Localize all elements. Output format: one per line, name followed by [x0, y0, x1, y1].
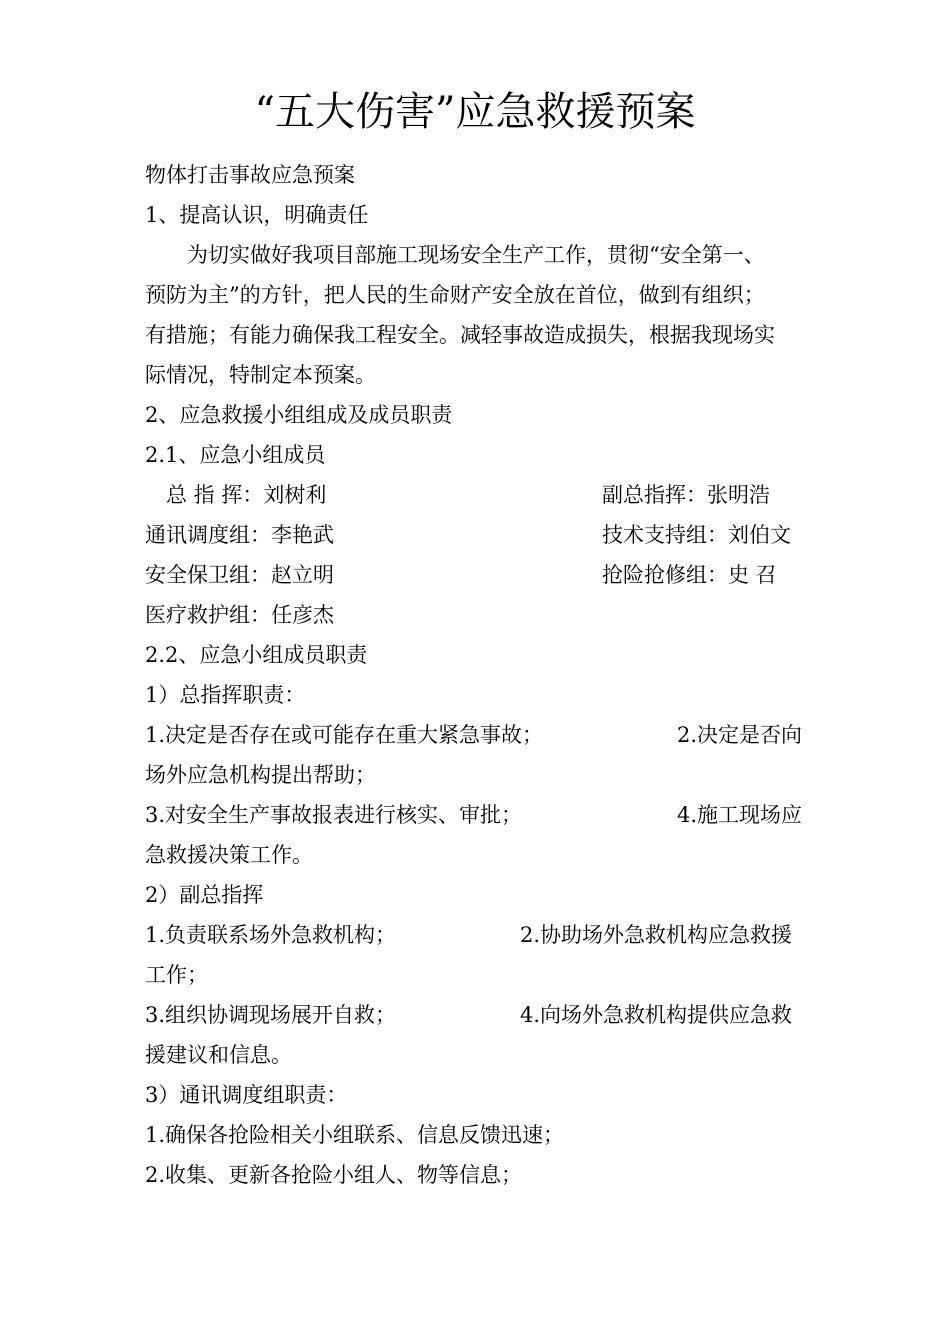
heading-2-1: 2.1、应急小组成员	[145, 443, 326, 467]
duty-2-item: 3.组织协调现场展开自救；	[145, 1003, 397, 1027]
duty-1-item: 场外应急机构提出帮助；	[145, 763, 376, 787]
duty-1-item: 2.决定是否向	[677, 723, 803, 747]
member-rescue: 抢险抢修组：史 召	[602, 563, 777, 587]
duty-2-item: 2.协助场外急救机构应急救援	[520, 923, 793, 947]
paragraph-line: 为切实做好我项目部施工现场安全生产工作，贯彻“安全第一、	[187, 243, 765, 267]
member-communication: 通讯调度组：李艳武	[145, 523, 334, 547]
document-title: “五大伤害”应急救援预案	[254, 89, 696, 135]
duty-1-item: 1.决定是否存在或可能存在重大紧急事故；	[145, 723, 544, 747]
member-deputy-commander: 副总指挥：张明浩	[602, 483, 770, 507]
member-security: 安全保卫组：赵立明	[145, 563, 334, 587]
paragraph-line: 预防为主”的方针，把人民的生命财产安全放在首位，做到有组织；	[145, 283, 765, 307]
heading-2: 2、应急救援小组组成及成员职责	[145, 403, 453, 427]
section-title: 物体打击事故应急预案	[145, 163, 355, 187]
duty-2-item: 工作；	[145, 963, 208, 987]
duty-2-heading: 2）副总指挥	[145, 883, 264, 907]
duty-1-item: 4.施工现场应	[677, 803, 803, 827]
duty-1-item: 3.对安全生产事故报表进行核实、审批；	[145, 803, 523, 827]
paragraph-line: 际情况，特制定本预案。	[145, 363, 376, 387]
duty-2-item: 1.负责联系场外急救机构；	[145, 923, 397, 947]
duty-3-item: 2.收集、更新各抢险小组人、物等信息；	[145, 1163, 523, 1187]
duty-2-item: 援建议和信息。	[145, 1043, 292, 1067]
member-medical: 医疗救护组：任彦杰	[145, 603, 334, 627]
duty-1-item: 急救援决策工作。	[145, 843, 313, 867]
member-technical: 技术支持组：刘伯文	[602, 523, 791, 547]
duty-2-item: 4.向场外急救机构提供应急救	[520, 1003, 793, 1027]
duty-3-item: 1.确保各抢险相关小组联系、信息反馈迅速；	[145, 1123, 565, 1147]
member-commander: 总 指 挥：刘树利	[166, 483, 327, 507]
duty-1-heading: 1）总指挥职责：	[145, 683, 306, 707]
heading-1: 1、提高认识，明确责任	[145, 203, 369, 227]
heading-2-2: 2.2、应急小组成员职责	[145, 643, 368, 667]
paragraph-line: 有措施；有能力确保我工程安全。减轻事故造成损失，根据我现场实	[145, 323, 775, 347]
duty-3-heading: 3）通讯调度组职责：	[145, 1083, 348, 1107]
